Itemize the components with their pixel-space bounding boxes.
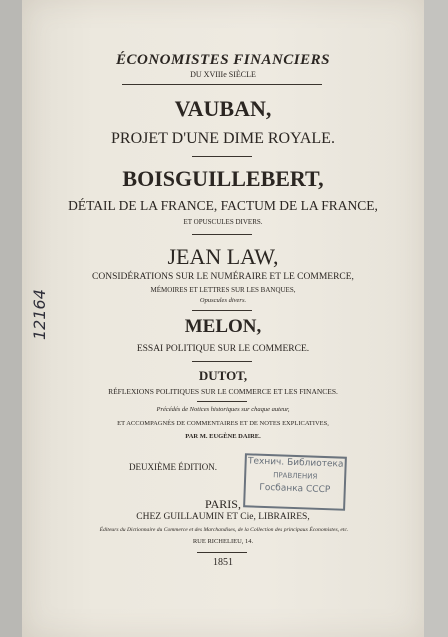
notes-line-2: ET ACCOMPAGNÉS DE COMMENTAIRES ET DE NOTES EXPLICATIVES, xyxy=(117,420,329,427)
rule-6 xyxy=(197,401,247,402)
law-extra2: Opuscules divers. xyxy=(199,297,247,304)
melon-work: ESSAI POLITIQUE SUR LE COMMERCE. xyxy=(136,344,310,354)
boisguillebert-name: BOISGUILLEBERT, xyxy=(122,166,324,191)
imprint-description: Éditeurs du Dictionnaire du Commerce et des Marchandises, de la Collection des principaux Économistes, etc. xyxy=(99,527,349,533)
law-work: CONSIDÉRATIONS SUR LE NUMÉRAIRE ET LE COMMERCE, xyxy=(92,272,354,282)
book-edge-left xyxy=(0,0,22,637)
notes-line-3: PAR M. EUGÈNE DAIRE. xyxy=(185,433,261,440)
rule-2 xyxy=(192,156,252,157)
boisguillebert-work: DÉTAIL DE LA FRANCE, FACTUM DE LA FRANCE, xyxy=(68,198,378,213)
stamp-line-1: Технич. Библиотека xyxy=(247,456,344,470)
imprint-city: PARIS, xyxy=(205,497,241,511)
stamp-line-2: ПРАВЛЕНИЯ xyxy=(273,471,318,481)
law-name: JEAN LAW, xyxy=(167,244,279,269)
rule-7 xyxy=(197,552,247,553)
century-subtitle: DU XVIIIe SIÈCLE xyxy=(190,70,256,79)
rule-5 xyxy=(192,361,252,362)
melon-name: MELON, xyxy=(184,316,262,337)
title-page xyxy=(22,0,424,637)
vauban-work: PROJET D'UNE DIME ROYALE. xyxy=(111,130,335,147)
dutot-name: DUTOT, xyxy=(198,368,248,383)
rule-1 xyxy=(122,84,322,85)
book-edge-right xyxy=(424,0,448,637)
imprint-address: RUE RICHELIEU, 14. xyxy=(192,538,254,545)
rule-4 xyxy=(192,310,252,311)
boisguillebert-extra: ET OPUSCULES DIVERS. xyxy=(183,218,263,226)
stamp-line-3: Госбанка СССР xyxy=(259,482,331,496)
law-extra: MÉMOIRES ET LETTRES SUR LES BANQUES, xyxy=(150,286,296,294)
series-title: ÉCONOMISTES FINANCIERS xyxy=(116,52,330,68)
dutot-work: RÉFLEXIONS POLITIQUES SUR LE COMMERCE ET LES FINANCES. xyxy=(108,387,338,396)
vauban-name: VAUBAN, xyxy=(174,96,272,121)
publication-year: 1851 xyxy=(213,557,233,568)
edition-label: DEUXIÈME ÉDITION. xyxy=(129,462,217,472)
imprint-publisher: CHEZ GUILLAUMIN ET Cie, LIBRAIRES, xyxy=(136,512,310,522)
notes-line-1: Précédés de Notices historiques sur chaque auteur, xyxy=(156,406,290,413)
handwritten-inventory-number: 12164 xyxy=(30,289,49,340)
rule-3 xyxy=(192,234,252,235)
